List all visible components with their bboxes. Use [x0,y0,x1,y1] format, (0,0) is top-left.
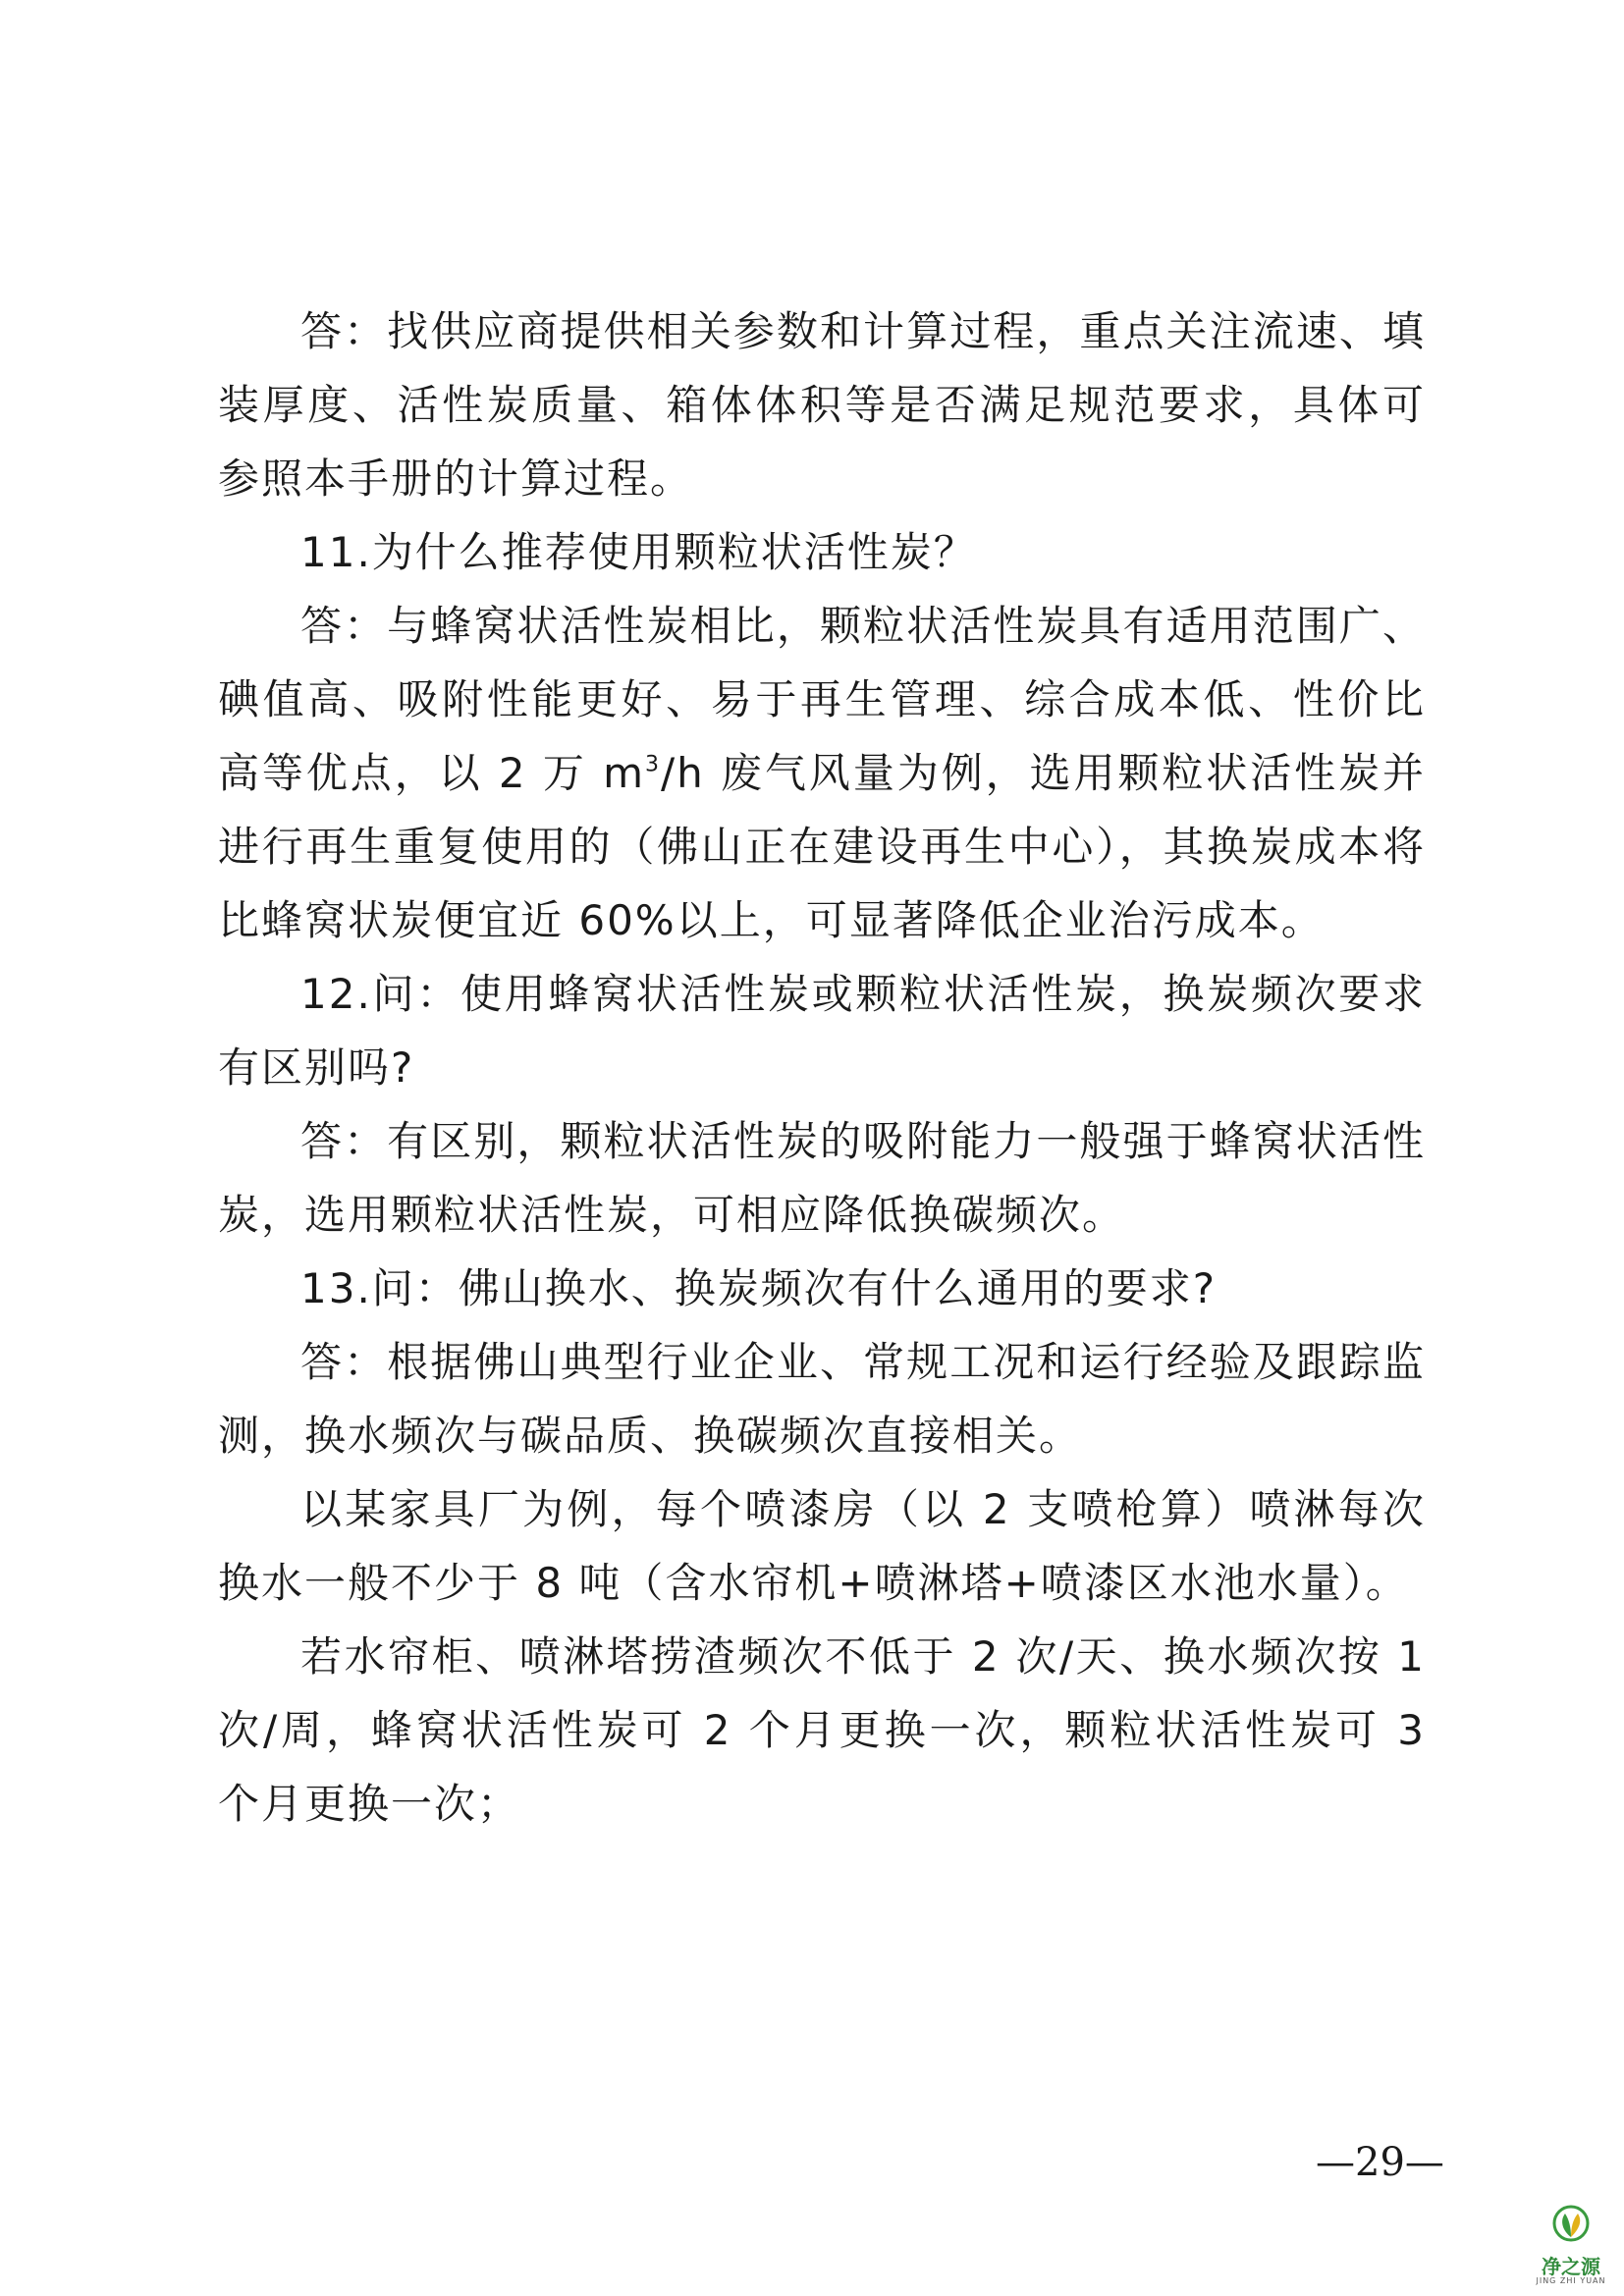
body-paragraph: 若水帘柜、喷淋塔捞渣频次不低于 2 次/天、换水频次按 1 次/周，蜂窝状活性炭可 2 个月更换一次，颗粒状活性炭可 3 个月更换一次； [218,1632,1426,1828]
body-paragraph: 以某家具厂为例，每个喷漆房（以 2 支喷枪算）喷淋每次换水一般不少于 8 吨（含水帘机+喷淋塔+喷漆区水池水量）。 [218,1485,1426,1607]
logo-name-en: JING ZHI YUAN [1536,2276,1606,2285]
document-body [218,294,1426,1841]
answer-paragraph: 答：找供应商提供相关参数和计算过程，重点关注流速、填装厚度、活性炭质量、箱体体积等是否满足规范要求，具体可参照本手册的计算过程。 [218,307,1426,503]
question-heading: 13.问：佛山换水、换炭频次有什么通用的要求? [300,1264,1218,1312]
watermark-logo [1522,2204,1620,2292]
answer-text: 答：与蜂窝状活性炭相比，颗粒状活性炭具有适用范围广、碘值高、吸附性能更好、易于再生管理、综合成本低、性价比高等优点，以 2 万 m [218,602,1426,797]
logo-name-cn: 净之源 [1542,2255,1600,2278]
answer-paragraph [218,589,1426,957]
answer-paragraph: 答：根据佛山典型行业企业、常规工况和运行经验及跟踪监测，换水频次与碳品质、换碳频次直接相关。 [218,1338,1426,1460]
leaf-sprout-icon [1551,2204,1591,2249]
question-heading: 11.为什么推荐使用颗粒状活性炭？ [300,528,977,576]
question-heading: 12.问：使用蜂窝状活性炭或颗粒状活性炭，换炭频次要求有区别吗? [218,970,1426,1092]
answer-text: /h 废气风量为例，选用颗粒状活性炭并进行再生重复使用的（佛山正在建设再生中心），其换炭成本将比蜂窝状炭便宜近 60%以上，可显著降低企业治污成本。 [218,749,1427,944]
superscript: 3 [645,752,661,777]
answer-paragraph: 答：有区别，颗粒状活性炭的吸附能力一般强于蜂窝状活性炭，选用颗粒状活性炭，可相应降低换碳频次。 [218,1117,1426,1239]
page-number: —29— [1316,2140,1444,2185]
